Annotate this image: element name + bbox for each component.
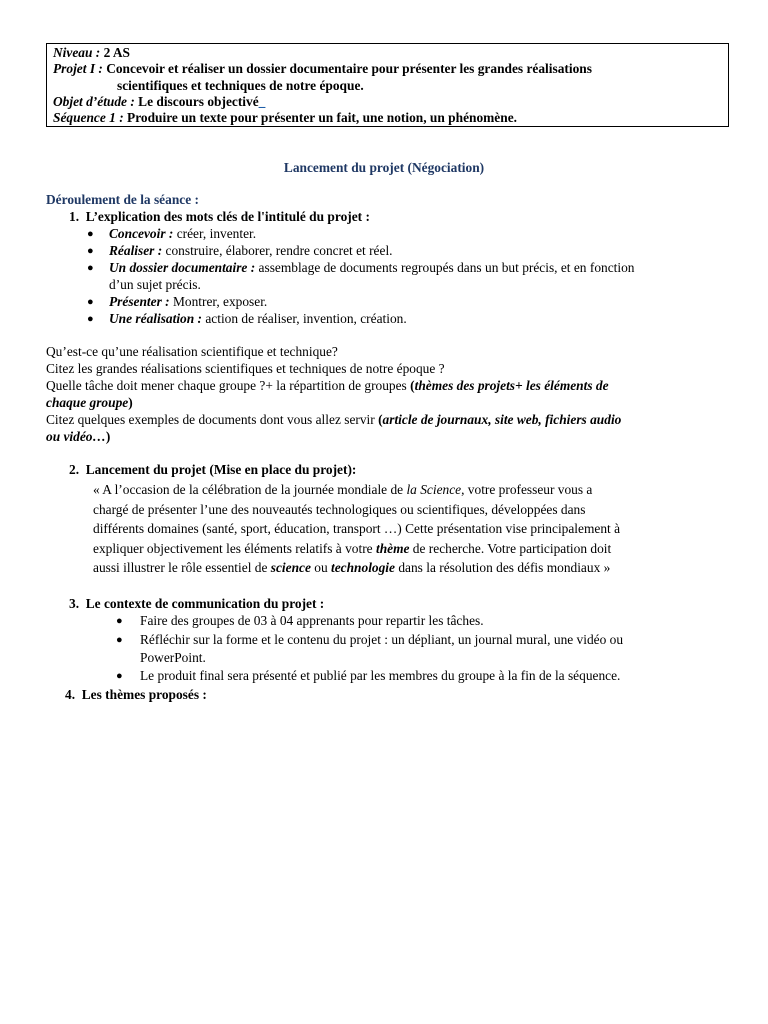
bullet-icon: ● — [116, 615, 123, 627]
section2-number: 2. — [69, 462, 80, 477]
projet-line — [53, 61, 722, 77]
list-item: Le produit final sera présenté et publié par les membres du groupe à la fin de la séquence. — [140, 668, 621, 683]
bullet-icon: ● — [87, 296, 94, 308]
list-item: Un dossier documentaire : assemblage de documents regroupés dans un but précis, et en fonction — [109, 260, 635, 275]
sequence-label: Séquence 1 : — [53, 110, 128, 126]
deroulement-heading: Déroulement de la séance : — [46, 192, 199, 207]
objet-line — [53, 94, 722, 110]
bullet-icon: ● — [87, 262, 94, 274]
question-2: Citez les grandes réalisations scientifiques et techniques de notre époque ? — [46, 361, 445, 376]
objet-value: Le discours objectivé — [138, 93, 259, 109]
section1-heading — [69, 209, 370, 225]
question-4: Citez quelques exemples de documents dont vous allez servir (article de journaux, site web, fichiers audio — [46, 412, 622, 427]
bullet-icon: ● — [116, 634, 123, 646]
section3-heading — [69, 596, 324, 612]
question-1: Qu’est-ce qu’une réalisation scientifique et technique? — [46, 344, 338, 359]
projet-label: Projet I : — [53, 61, 107, 77]
projet-value-2: scientifiques et techniques de notre époque. — [117, 77, 364, 93]
section4-number: 4. — [65, 687, 76, 702]
question-4-continuation: ou vidéo…) — [46, 429, 111, 444]
section2-paragraph: « A l’occasion de la célébration de la journée mondiale de la Science, votre professeur vous a chargé de présenter l’une des nouveautés technologiques ou scientifiques, développées dans différents domaines (santé, sport, éducation, transport …) Cette présentation vise principalement à expliquer objectivement les éléments relatifs à votre thème de recherche. Votre participation doit aussi illustrer le rôle essentiel de science ou technologie dans la résolution des défis mondiaux » — [93, 482, 621, 575]
section4-heading — [65, 687, 207, 703]
question-3-continuation: chaque groupe) — [46, 395, 133, 410]
bullet-icon: ● — [87, 245, 94, 257]
section4-title: Les thèmes proposés : — [81, 687, 207, 702]
sequence-line — [53, 110, 722, 126]
sequence-value: Produire un texte pour présenter un fait, une notion, un phénomène. — [127, 110, 517, 126]
projet-line-2 — [53, 78, 722, 94]
niveau-line — [53, 45, 722, 61]
section3-number: 3. — [69, 596, 80, 611]
projet-value: Concevoir et réaliser un dossier documentaire pour présenter les grandes réalisations — [106, 61, 592, 77]
section2-title: Lancement du projet (Mise en place du projet): — [85, 462, 357, 477]
header-box — [46, 43, 729, 127]
bullet-icon: ● — [116, 670, 123, 682]
list-item: Réfléchir sur la forme et le contenu du projet : un dépliant, un journal mural, une vidéo ou — [140, 632, 624, 647]
section1-number: 1. — [69, 209, 80, 224]
page-title: Lancement du projet (Négociation) — [283, 160, 485, 175]
objet-mark: _ — [258, 93, 266, 109]
list-item: Une réalisation : action de réaliser, invention, création. — [109, 311, 407, 326]
objet-label: Objet d’étude : — [53, 93, 139, 109]
list-item: Réaliser : construire, élaborer, rendre concret et réel. — [109, 243, 393, 258]
section2-heading — [69, 462, 356, 478]
list-item: Concevoir : créer, inventer. — [109, 226, 257, 241]
niveau-value: 2 AS — [103, 45, 130, 60]
list-item: Présenter : Montrer, exposer. — [109, 294, 268, 309]
section3-title: Le contexte de communication du projet : — [85, 596, 325, 611]
bullet-icon: ● — [87, 228, 94, 240]
list-item-continuation: PowerPoint. — [140, 650, 206, 665]
list-item: Faire des groupes de 03 à 04 apprenants pour repartir les tâches. — [140, 613, 484, 628]
section1-title: L’explication des mots clés de l'intitulé du projet : — [85, 209, 370, 224]
bullet-icon: ● — [87, 313, 94, 325]
niveau-label: Niveau : — [53, 45, 104, 60]
question-3: Quelle tâche doit mener chaque groupe ?+ la répartition de groupes (thèmes des projets+ les éléments de — [46, 378, 609, 393]
list-item-continuation: d’un sujet précis. — [109, 277, 201, 292]
